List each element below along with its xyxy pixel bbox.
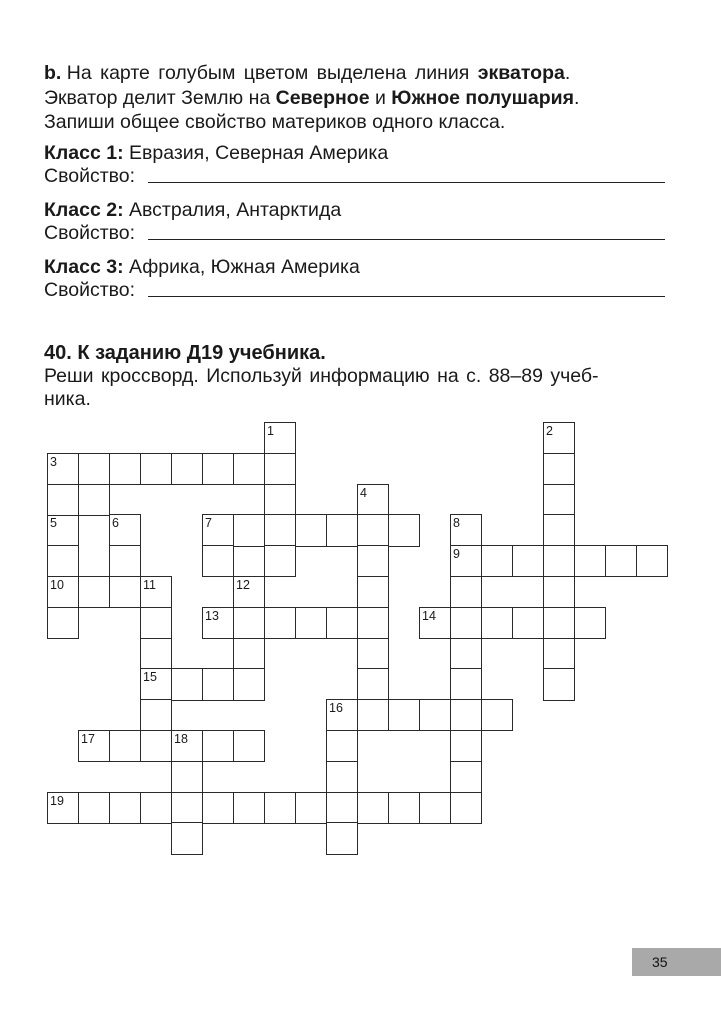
- crossword-cell[interactable]: [140, 730, 172, 762]
- clue-number: 19: [50, 793, 64, 808]
- crossword-cell[interactable]: [140, 607, 172, 639]
- crossword-cell[interactable]: [388, 514, 420, 546]
- crossword-cell[interactable]: [326, 822, 358, 854]
- crossword-cell[interactable]: [357, 792, 389, 824]
- crossword-cell[interactable]: [326, 730, 358, 762]
- crossword-cell[interactable]: [543, 576, 575, 608]
- crossword-cell[interactable]: [450, 792, 482, 824]
- crossword-cell[interactable]: [47, 545, 79, 577]
- crossword-cell[interactable]: [512, 545, 544, 577]
- crossword-cell[interactable]: [233, 607, 265, 639]
- crossword-cell[interactable]: [171, 453, 203, 485]
- clue-number: 1: [267, 424, 274, 438]
- crossword-cell[interactable]: [109, 545, 141, 577]
- task-b-text: Экватор делит Землю на: [44, 87, 276, 109]
- task-40-line-1: Реши кроссворд. Используй информацию на с. 88–89 учеб-: [44, 365, 599, 387]
- crossword-cell[interactable]: [47, 484, 79, 516]
- crossword-cell[interactable]: [140, 453, 172, 485]
- crossword-cell[interactable]: [109, 730, 141, 762]
- crossword-cell[interactable]: [543, 453, 575, 485]
- clue-number: 13: [205, 608, 219, 623]
- clue-number: 3: [50, 454, 57, 469]
- crossword-cell[interactable]: [357, 545, 389, 577]
- clue-number: 8: [453, 516, 460, 531]
- clue-number: 16: [329, 701, 343, 716]
- crossword-cell[interactable]: [109, 576, 141, 608]
- crossword-cell[interactable]: [388, 792, 420, 824]
- term-northern: Северное: [275, 87, 370, 109]
- crossword-cell[interactable]: [233, 453, 265, 485]
- crossword-cell[interactable]: [171, 668, 203, 700]
- class-2-members: Австралия, Антарктида: [129, 199, 342, 221]
- crossword-cell[interactable]: [295, 607, 327, 639]
- crossword-cell[interactable]: [574, 545, 606, 577]
- crossword-cell[interactable]: [171, 761, 203, 793]
- crossword-cell[interactable]: [636, 545, 668, 577]
- class-1-property-label: Свойство:: [44, 165, 136, 187]
- crossword-cell[interactable]: [450, 607, 482, 639]
- crossword-cell[interactable]: [357, 607, 389, 639]
- clue-number: 17: [81, 732, 95, 746]
- crossword-cell[interactable]: [605, 545, 637, 577]
- crossword-cell[interactable]: [140, 699, 172, 731]
- crossword-cell[interactable]: [233, 514, 265, 546]
- clue-number: 15: [143, 670, 157, 685]
- crossword-cell[interactable]: [109, 792, 141, 824]
- crossword-cell[interactable]: [419, 699, 451, 731]
- crossword-cell[interactable]: [543, 484, 575, 516]
- crossword-cell[interactable]: [543, 514, 575, 546]
- crossword-cell[interactable]: [481, 545, 513, 577]
- crossword-cell[interactable]: [481, 699, 513, 731]
- crossword-cell[interactable]: [78, 576, 110, 608]
- crossword-cell[interactable]: [202, 730, 234, 762]
- crossword-cell[interactable]: [357, 668, 389, 700]
- crossword-cell[interactable]: [543, 668, 575, 700]
- crossword-cell[interactable]: [233, 792, 265, 824]
- class-3-members: Африка, Южная Америка: [129, 256, 360, 278]
- clue-number: 5: [50, 516, 57, 531]
- clue-number: 12: [236, 578, 250, 592]
- crossword-cell[interactable]: [357, 699, 389, 731]
- clue-number: 7: [205, 516, 212, 531]
- class-2-label: Класс 2:: [44, 199, 124, 221]
- crossword-cell[interactable]: [202, 668, 234, 700]
- crossword-cell[interactable]: [357, 514, 389, 546]
- crossword-cell[interactable]: [574, 607, 606, 639]
- crossword-cell[interactable]: [171, 822, 203, 854]
- task-b-marker: b.: [44, 62, 62, 84]
- punct: .: [564, 62, 571, 84]
- term-southern-hemisphere: Южное полушария: [391, 87, 574, 109]
- crossword-cell[interactable]: [357, 576, 389, 608]
- clue-number: 9: [453, 547, 460, 562]
- crossword-cell[interactable]: [295, 792, 327, 824]
- crossword-cell[interactable]: [295, 514, 327, 546]
- clue-number: 4: [360, 485, 367, 500]
- crossword-cell[interactable]: [78, 453, 110, 485]
- class-3-label: Класс 3:: [44, 256, 124, 278]
- crossword-cell[interactable]: [543, 545, 575, 577]
- clue-number: 6: [112, 516, 119, 531]
- crossword-cell[interactable]: [171, 792, 203, 824]
- crossword-cell[interactable]: [543, 607, 575, 639]
- crossword-cell[interactable]: [264, 545, 296, 577]
- crossword-cell[interactable]: [202, 792, 234, 824]
- crossword-cell[interactable]: [357, 638, 389, 670]
- crossword-cell[interactable]: [78, 792, 110, 824]
- crossword-cell[interactable]: [202, 545, 234, 577]
- crossword-cell[interactable]: [233, 730, 265, 762]
- task-b-text: На карте голубым цветом выделена линия: [66, 62, 478, 84]
- clue-number: 18: [174, 732, 188, 746]
- crossword-cell[interactable]: [264, 792, 296, 824]
- clue-number: 11: [143, 578, 156, 592]
- crossword-cell[interactable]: [233, 638, 265, 670]
- crossword-cell[interactable]: [140, 638, 172, 670]
- crossword-cell[interactable]: [78, 484, 110, 516]
- page-number: 35: [652, 954, 668, 970]
- task-40-title: 40. К заданию Д19 учебника.: [44, 342, 326, 364]
- crossword-cell[interactable]: [388, 699, 420, 731]
- crossword-cell[interactable]: [512, 607, 544, 639]
- crossword-cell[interactable]: [140, 792, 172, 824]
- crossword-cell[interactable]: [326, 514, 358, 546]
- crossword-cell[interactable]: [450, 576, 482, 608]
- crossword-cell[interactable]: [326, 607, 358, 639]
- crossword-cell[interactable]: [109, 453, 141, 485]
- crossword-cell[interactable]: [419, 792, 451, 824]
- crossword-cell[interactable]: [450, 668, 482, 700]
- crossword-cell[interactable]: [450, 761, 482, 793]
- crossword-cell[interactable]: [450, 638, 482, 670]
- crossword-cell[interactable]: [264, 484, 296, 516]
- crossword-cell[interactable]: [202, 453, 234, 485]
- crossword-cell[interactable]: [481, 607, 513, 639]
- crossword-cell[interactable]: [264, 453, 296, 485]
- crossword-cell[interactable]: [264, 607, 296, 639]
- class-3-property-label: Свойство:: [44, 279, 136, 301]
- punct: .: [573, 87, 580, 109]
- page-number-tab: [632, 948, 721, 976]
- class-1-label: Класс 1:: [44, 142, 124, 164]
- crossword-cell[interactable]: [326, 761, 358, 793]
- term-equator: экватора: [477, 62, 565, 84]
- task-40-line-2: ника.: [44, 388, 91, 410]
- crossword-cell[interactable]: [326, 792, 358, 824]
- crossword-cell[interactable]: [450, 699, 482, 731]
- clue-number: 14: [422, 608, 436, 623]
- crossword-cell[interactable]: [233, 668, 265, 700]
- task-b-line-3: Запиши общее свойство материков одного класса.: [44, 111, 506, 133]
- crossword-cell[interactable]: [543, 638, 575, 670]
- clue-number: 2: [546, 424, 553, 438]
- crossword-cell[interactable]: [450, 730, 482, 762]
- class-2-property-label: Свойство:: [44, 222, 136, 244]
- class-1-members: Евразия, Северная Америка: [129, 142, 389, 164]
- clue-number: 10: [50, 578, 64, 592]
- task-b-text: и: [369, 87, 392, 109]
- crossword-cell[interactable]: [47, 607, 79, 639]
- crossword-cell[interactable]: [264, 514, 296, 546]
